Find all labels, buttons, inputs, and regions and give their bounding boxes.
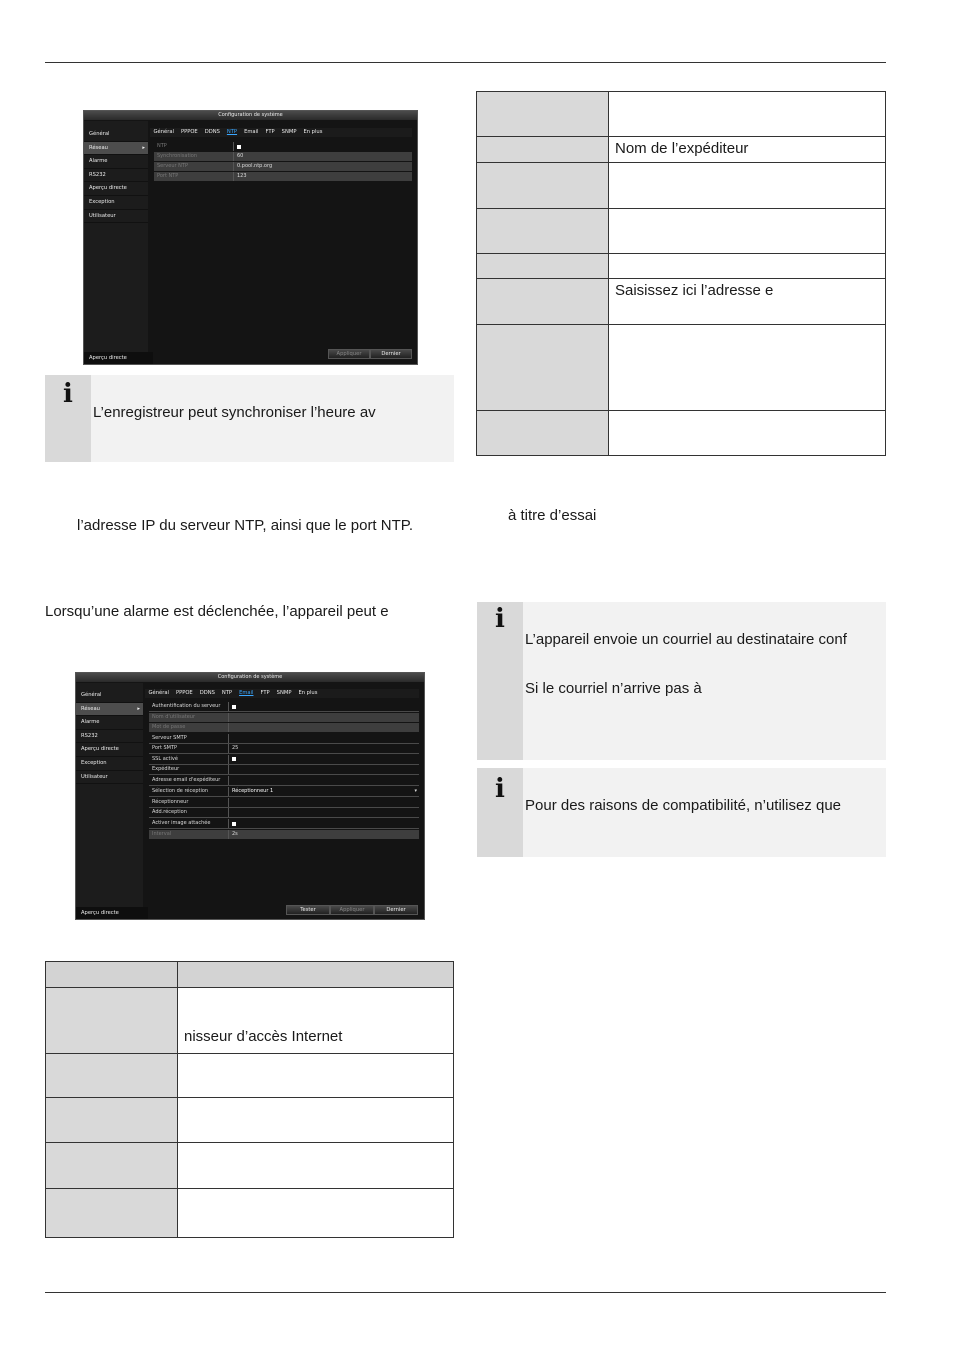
tab-pppoe[interactable]: PPPOE [180,129,198,135]
attach-image-row[interactable] [149,819,419,829]
test-button[interactable]: Tester [286,905,330,915]
tab-advanced[interactable]: En plus [303,129,323,135]
field-label: Authentification du serveur [149,702,229,711]
table-row [46,1143,454,1189]
field-label: Sélection de réception [149,787,229,796]
apply-button[interactable]: Appliquer [330,905,374,915]
table-cell [46,962,178,988]
sidebar-item-live-view[interactable]: Aperçu directe [84,182,148,196]
chevron-right-icon: ▸ [142,144,145,151]
ntp-checkbox[interactable] [237,145,241,149]
tab-general[interactable]: Général [153,129,174,135]
ntp-config-screenshot [83,110,418,365]
field-label: Adresse email d'expéditeur [149,776,229,785]
ntp-port-row[interactable] [154,172,412,181]
field-label: Activer image attachée [149,819,229,828]
receiver-select-value[interactable]: Réceptionneur 1 [232,788,274,794]
sidebar-item-exception[interactable]: Exception [84,196,148,210]
receiver-address-row[interactable] [149,808,419,818]
table-row [46,988,454,1054]
right-table [476,91,886,456]
window-title: Configuration de système [76,673,424,682]
window-title: Configuration de système [84,111,417,120]
ntp-port-value: 123 [237,173,247,179]
tab-general[interactable]: Général [148,690,169,696]
table-header-row [46,962,454,988]
info-note [477,768,886,857]
table-row [477,163,886,209]
field-label: Port NTP [154,172,234,181]
sidebar-item-rs232[interactable]: RS232 [76,730,143,744]
smtp-server-value [229,734,419,743]
smtp-port-row[interactable] [149,744,419,754]
table-cell [609,325,886,411]
table-row [477,209,886,254]
ntp-server-row[interactable] [154,162,412,171]
sidebar-item-exception[interactable]: Exception [76,757,143,771]
ssl-row[interactable] [149,755,419,765]
chevron-down-icon[interactable]: ▾ [414,788,417,794]
table-cell [477,254,609,279]
sidebar-item-live-view[interactable]: Aperçu directe [76,743,143,757]
attach-image-checkbox[interactable] [232,822,236,826]
tab-snmp[interactable]: SNMP [276,690,292,696]
field-label: Réceptionneur [149,798,229,807]
sender-address-value [229,776,419,785]
table-cell [609,209,886,254]
table-cell [477,209,609,254]
info-text-line1: L’appareil envoie un courriel au destinataire conf [525,631,847,648]
table-row [477,279,886,325]
table-cell [178,1189,454,1238]
sidebar-item-network[interactable] [84,142,148,156]
live-view-button[interactable]: Aperçu directe [84,352,153,364]
tab-ddns[interactable]: DDNS [204,129,220,135]
tab-snmp[interactable]: SNMP [281,129,297,135]
cell-text: nisseur d’accès Internet [184,1028,343,1045]
table-row [46,1054,454,1098]
table-cell [609,254,886,279]
cell-text: Nom de l’expéditeur [615,140,749,157]
tab-advanced[interactable]: En plus [298,690,318,696]
sidebar-item-general[interactable]: Général [76,689,143,703]
sidebar-item-user[interactable]: Utilisateur [76,771,143,785]
sidebar-item-general[interactable]: Général [84,128,148,142]
receiver-row[interactable] [149,798,419,808]
table-cell [46,988,178,1054]
test-paragraph: à titre d’essai [508,507,597,524]
ntp-server-value: 0.pool.ntp.org [237,163,273,169]
info-text: Pour des raisons de compatibilité, n’utilisez que [525,797,842,814]
sender-row[interactable] [149,765,419,775]
table-row [477,92,886,137]
table-cell [46,1143,178,1189]
table-row [477,411,886,456]
table-row [46,1098,454,1143]
receiver-address-value [229,808,419,817]
password-row[interactable] [149,723,419,732]
info-icon: i [63,379,73,409]
info-icon: i [495,604,505,634]
info-note [45,375,454,462]
tab-ddns[interactable]: DDNS [199,690,215,696]
field-label: Interval [149,830,229,839]
field-label: Mot de passe [149,723,229,732]
field-label: Serveur NTP [154,162,234,171]
password-value [229,723,419,732]
field-label: Serveur SMTP [149,734,229,743]
ntp-paragraph: l’adresse IP du serveur NTP, ainsi que le port NTP. [77,517,414,534]
field-label: Expéditeur [149,765,229,774]
field-label: SSL activé [149,755,229,764]
username-value [229,713,419,722]
sync-interval-row[interactable] [154,152,412,161]
tab-bar [150,128,412,137]
info-note [477,602,886,760]
info-text-line2: Si le courriel n’arrive pas à [525,680,702,697]
table-row [46,1189,454,1238]
tab-bar [145,689,419,698]
table-cell [609,279,886,325]
field-label: Nom d'utilisateur [149,713,229,722]
table-row [477,254,886,279]
interval-value: 2s [232,830,238,837]
table-cell [609,411,886,456]
sidebar-item-rs232[interactable]: RS232 [84,169,148,183]
field-label: Synchronisation [154,152,234,161]
table-row [477,137,886,163]
table-cell [178,1143,454,1189]
smtp-port-value: 25 [232,745,239,751]
sync-interval-value: 60 [237,153,244,159]
sidebar-item-label: Réseau [81,705,100,712]
alarm-paragraph: Lorsqu’une alarme est déclenchée, l’appareil peut e [45,603,389,620]
table-cell [477,163,609,209]
tab-ntp[interactable]: NTP [221,690,233,696]
interval-row[interactable] [149,830,419,839]
server-auth-checkbox[interactable] [232,705,236,709]
smtp-server-row[interactable] [149,734,419,744]
table-cell [477,92,609,137]
table-cell [477,279,609,325]
tab-ftp[interactable]: FTP [265,129,275,135]
field-label: NTP [154,142,234,151]
table-cell [477,137,609,163]
sidebar-item-alarm[interactable]: Alarme [84,155,148,169]
sidebar-item-label: Réseau [89,144,108,151]
table-cell [477,325,609,411]
table-cell [46,1189,178,1238]
table-cell [609,92,886,137]
email-config-screenshot [75,672,425,920]
table-cell [46,1054,178,1098]
field-label: Port SMTP [149,744,229,753]
cell-text: Saisissez ici l’adresse e [615,282,774,299]
table-cell [178,1098,454,1143]
live-view-button[interactable]: Aperçu directe [76,907,148,919]
sidebar [84,121,148,364]
tab-ntp[interactable]: NTP [226,129,238,135]
tab-pppoe[interactable]: PPPOE [175,690,193,696]
table-cell [178,988,454,1054]
sidebar [76,683,143,919]
sender-address-row[interactable] [149,776,419,786]
table-cell [46,1098,178,1143]
ssl-checkbox[interactable] [232,757,236,761]
back-button[interactable]: Dernier [374,905,418,915]
tab-email[interactable]: Email [244,129,259,135]
sidebar-item-network[interactable] [76,703,143,717]
apply-button[interactable]: Appliquer [328,349,370,359]
tab-email[interactable]: Email [239,690,254,696]
server-auth-row[interactable] [149,702,419,712]
table-cell [477,411,609,456]
table-cell [609,163,886,209]
info-icon: i [495,774,505,804]
sender-value [229,765,419,774]
back-button[interactable]: Dernier [370,349,412,359]
footer-rule [45,1292,886,1293]
field-label: Add.réception [149,808,229,817]
receiver-value [229,798,419,807]
username-row[interactable] [149,713,419,722]
tab-ftp[interactable]: FTP [260,690,270,696]
header-rule [45,62,886,63]
table-row [477,325,886,411]
table-cell [178,962,454,988]
table-cell [178,1054,454,1098]
chevron-right-icon: ▸ [137,705,140,712]
ntp-enable-row[interactable] [154,142,412,151]
receiver-select-row[interactable] [149,787,419,797]
sidebar-item-user[interactable]: Utilisateur [84,210,148,224]
table-cell [609,137,886,163]
left-table [45,961,454,1238]
sidebar-item-alarm[interactable]: Alarme [76,716,143,730]
info-text: L’enregistreur peut synchroniser l’heure av [93,404,376,421]
